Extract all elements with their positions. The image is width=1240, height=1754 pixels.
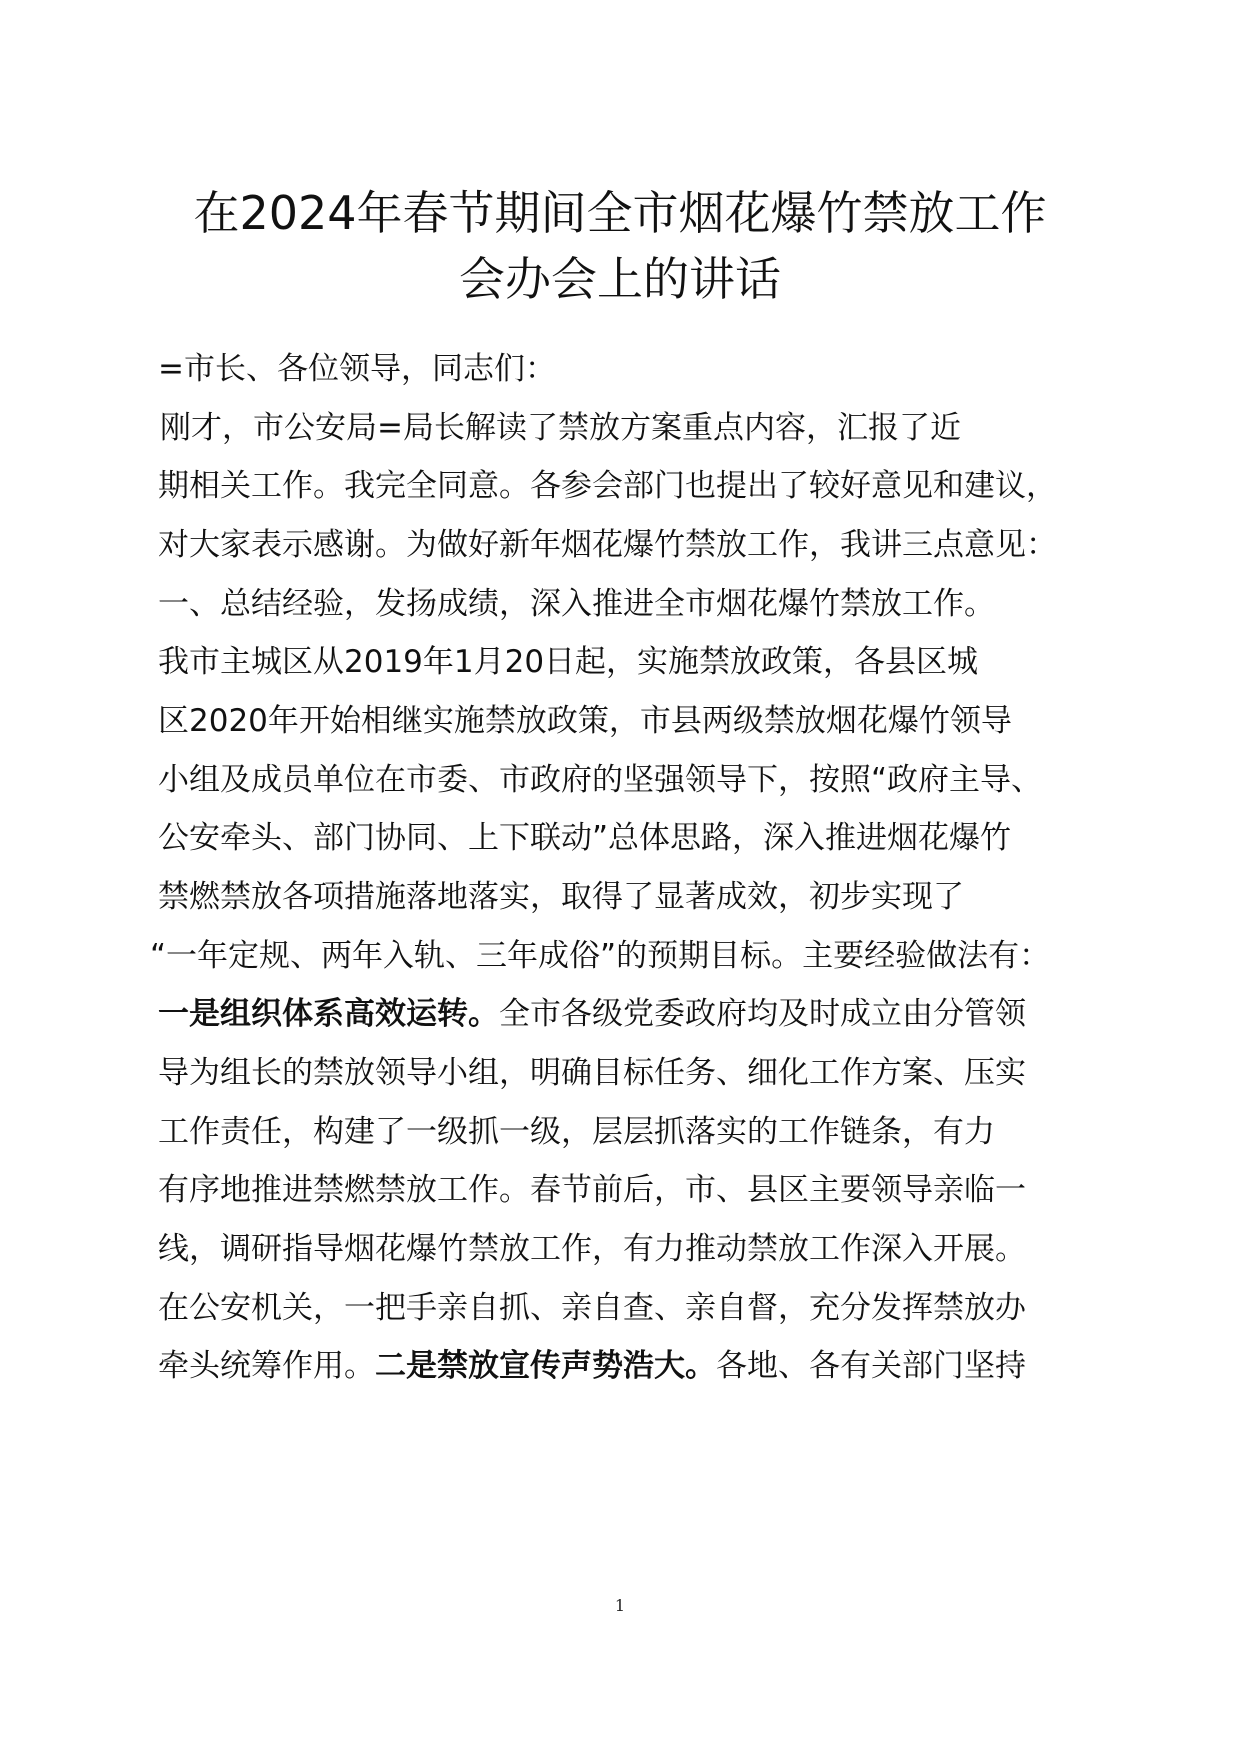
body-text: 全市各级党委政府均及时成立由分管领	[499, 996, 1026, 1032]
body-line: 区2020年开始相继实施禁放政策，市县两级禁放烟花爆竹领导	[158, 703, 1012, 739]
body-line: 线，调研指导烟花爆竹禁放工作，有力推动禁放工作深入开展。	[158, 1231, 1026, 1267]
page-number: 1	[614, 1596, 626, 1615]
body-line-bold-lead	[158, 994, 1026, 1034]
body-line: 我市主城区从2019年1月20日起，实施禁放政策，各县区城	[158, 644, 979, 680]
body-line: 对大家表示感谢。为做好新年烟花爆竹禁放工作，我讲三点意见：	[158, 527, 1057, 563]
document-title-line-1: 在2024年春节期间全市烟花爆竹禁放工作	[193, 186, 1047, 240]
body-line: 期相关工作。我完全同意。各参会部门也提出了较好意见和建议，	[158, 468, 1057, 504]
body-text: 牵头统筹作用。	[158, 1348, 375, 1384]
body-line: 小组及成员单位在市委、市政府的坚强领导下，按照“政府主导、	[158, 762, 1043, 798]
bold-lead-text: 二是禁放宣传声势浩大。	[375, 1348, 716, 1384]
salutation-line: =市长、各位领导，同志们：	[158, 351, 556, 387]
body-line: 在公安机关，一把手亲自抓、亲自查、亲自督，充分发挥禁放办	[158, 1290, 1026, 1326]
body-line: 禁燃禁放各项措施落地落实，取得了显著成效，初步实现了	[158, 879, 964, 915]
body-line: 有序地推进禁燃禁放工作。春节前后，市、县区主要领导亲临一	[158, 1172, 1026, 1208]
bold-lead-text: 一是组织体系高效运转。	[158, 996, 499, 1032]
body-line: 公安牵头、部门协同、上下联动”总体思路，深入推进烟花爆竹	[158, 820, 1012, 856]
body-line: 刚才，市公安局=局长解读了禁放方案重点内容，汇报了近	[160, 410, 961, 446]
body-line: 导为组长的禁放领导小组，明确目标任务、细化工作方案、压实	[158, 1055, 1026, 1091]
body-line: “一年定规、两年入轨、三年成俗”的预期目标。主要经验做法有：	[150, 938, 1051, 974]
document-title-line-2: 会办会上的讲话	[459, 252, 781, 306]
body-line-bold-mid	[158, 1346, 1026, 1386]
body-line: 工作责任，构建了一级抓一级，层层抓落实的工作链条，有力	[158, 1114, 995, 1150]
body-text: 各地、各有关部门坚持	[716, 1348, 1026, 1384]
section-heading-line: 一、总结经验，发扬成绩，深入推进全市烟花爆竹禁放工作。	[158, 586, 995, 622]
